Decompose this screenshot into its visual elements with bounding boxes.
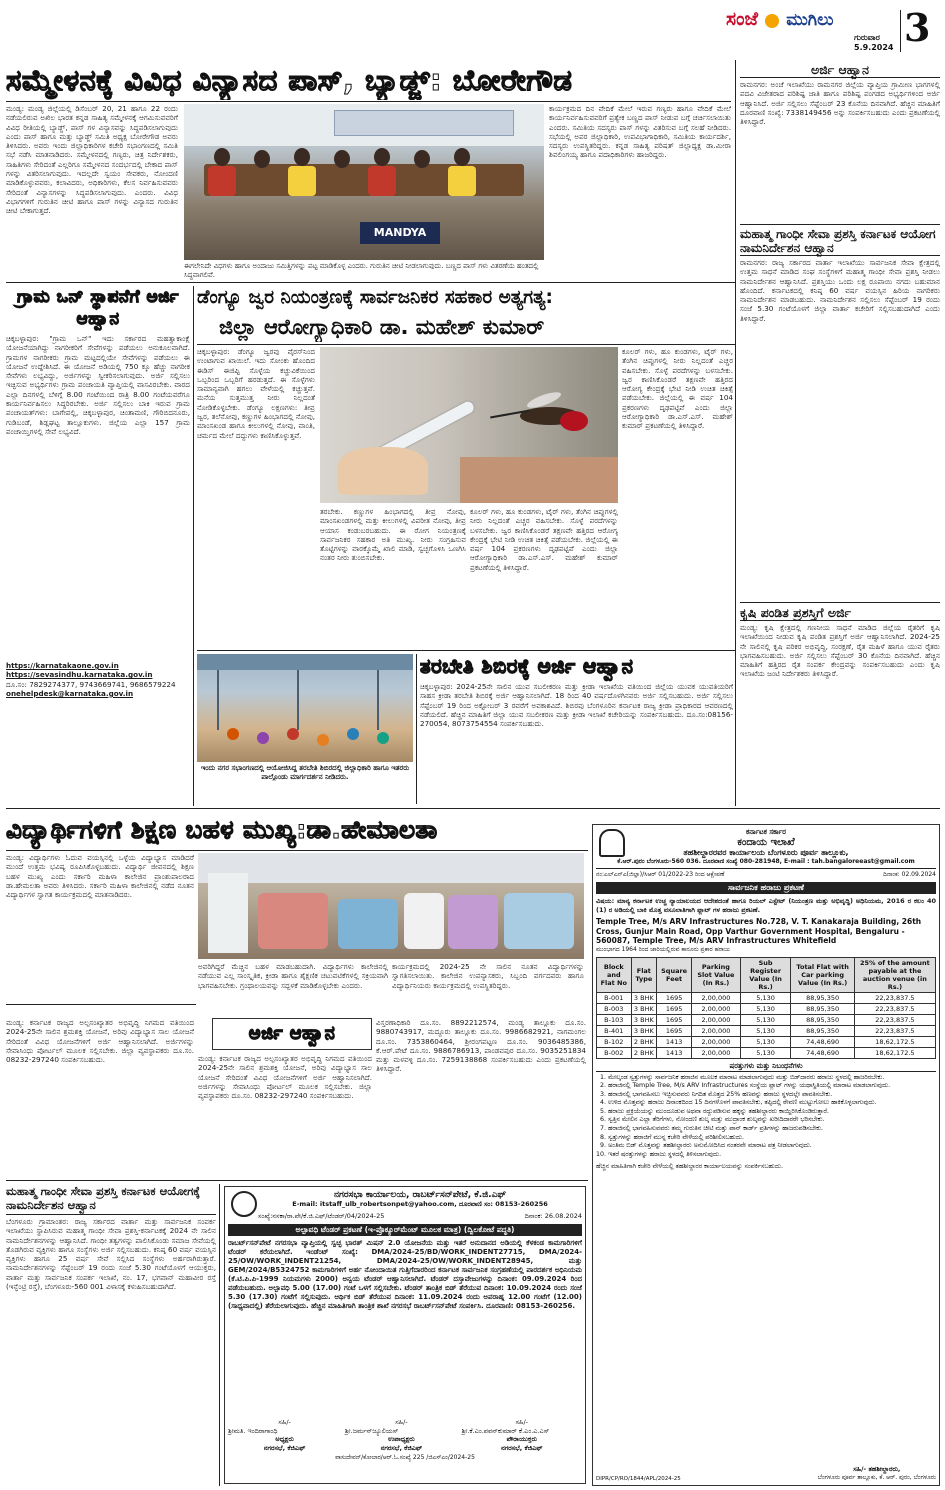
gandhi-award [6, 1184, 216, 1486]
table-cell: 88,95,350 [791, 1025, 854, 1036]
tender-sig3-title: ಪೌರಾಯುಕ್ತರು [506, 1435, 537, 1443]
revenue-emblem-icon [599, 829, 625, 857]
education-col3 [392, 962, 584, 1016]
right-bottom-title: ಕೃಷಿ ಪಂಡಿತ ಪ್ರಶಸ್ತಿಗೆ ಅರ್ಜಿ [740, 605, 940, 621]
grama-one-url2[interactable]: https://sevasindhu.karnataka.gov.in [6, 670, 153, 680]
arji-small-col1-text: ಮಂಡ್ಯ: ಕರ್ನಾಟಕ ರಾಜ್ಯದ ಅಲ್ಪಸಂಖ್ಯಾತರ ಅಭಿವೃದ್ಧಿ ನಿಗಮದ ವತಿಯಿಂದ 2024-25ನೇ ಸಾಲಿನ ಶ್ರಮಶಕ್ತಿ ಯೋಜನೆ, ಅರಿವು ವಿದ್ಯಾಭ್ಯಾಸ ಸಾಲ ಯೋಜನೆ ಸೇರಿದಂತೆ ವಿವಿಧ ಯೋಜನೆಗಳಿಗೆ ಅರ್ಜಿ ಆಹ್ವಾನಿಸಲಾಗಿದೆ. ಅರ್ಜಿಗಳನ್ನು ಸೇವಾಸಿಂಧು ಪೋರ್ಟಲ್ ಮೂಲಕ ಸಲ್ಲಿಸಬೇಕು. ಜಿಲ್ಲಾ ವ್ಯವಸ್ಥಾಪಕರು ದೂ.ಸಂ. 08232-297240 ಸಂಪರ್ಕಿಸಬಹುದು. [6, 1018, 194, 1065]
dengue-col3 [470, 507, 618, 647]
table-row [597, 1047, 936, 1058]
revenue-ref-date: ದಿನಾಂಕ: 02.09.2024 [883, 871, 936, 878]
arji-small-title-box [212, 1018, 372, 1050]
auction-col-header: Sub Register Value (In Rs.) [740, 957, 791, 992]
education-col3-text: ಕಾರ್ಯಕ್ರಮದಲ್ಲಿ 2024-25 ನೇ ಸಾಲಿನ ನೂತನ ವಿದ್ಯಾರ್ಥಿಗಳನ್ನು ಸ್ವಾಗತಿಸಲಾಯಿತು. ಕಾಲೇಜಿನ ಉಪನ್ಯಾಸಕರು, ಸಿಬ್ಬಂದಿ ವರ್ಗದವರು ಹಾಗೂ ವಿದ್ಯಾರ್ಥಿನಿಯರು ಕಾರ್ಯಕ್ರಮದಲ್ಲಿ ಉಪಸ್ಥಿತರಿದ್ದರು. [392, 962, 584, 990]
dengue-col1-text: ಚಿಕ್ಕಬಳ್ಳಾಪುರ: ಡೆಂಗ್ಯೂ ಜ್ವರವು ವೈರಸ್‌ನಿಂದ ಉಂಟಾಗುವ ಖಾಯಿಲೆ. ಇದು ಸೋಂಕು ಹೊಂದಿದ ಈಡಿಸ್ ಈಜಿಪ್ಟಿ ಸೊಳ್ಳೆಯ ಕಚ್ಚುವಿಕೆಯಿಂದ ಒಬ್ಬರಿಂದ ಒಬ್ಬರಿಗೆ ಹರಡುತ್ತದೆ. ಈ ಸೊಳ್ಳೆಗಳು ಸಾಮಾನ್ಯವಾಗಿ ಹಗಲು ವೇಳೆಯಲ್ಲಿ ಕಚ್ಚುತ್ತವೆ. ಮನೆಯ ಸುತ್ತಮುತ್ತ ನೀರು ನಿಲ್ಲದಂತೆ ನೋಡಿಕೊಳ್ಳಬೇಕು. ಡೆಂಗ್ಯೂ ಲಕ್ಷಣಗಳು: ತೀವ್ರ ಜ್ವರ, ತಲೆನೋವು, ಕಣ್ಣುಗಳ ಹಿಂಭಾಗದಲ್ಲಿ ನೋವು, ಮಾಂಸಖಂಡ ಹಾಗೂ ಕೀಲುಗಳಲ್ಲಿ ನೋವು, ವಾಂತಿ, ಚರ್ಮದ ಮೇಲೆ ದದ್ದುಗಳು ಕಾಣಿಸಿಕೊಳ್ಳುತ್ತವೆ. [197, 347, 315, 440]
masthead [722, 6, 940, 56]
table-cell: 2 BHK [631, 1036, 657, 1047]
table-cell: 22,23,837.5 [854, 1025, 935, 1036]
auction-col-header: Flat Type [631, 957, 657, 992]
revenue-dept: ಕಂದಾಯ ಇಲಾಖೆ [737, 837, 795, 848]
lead-photo-caption-text: ಈಗಲೇನಿದೇ ವಿಧಗಳು ಹಾಗೂ ಅಂದಾಜು ಸಮಿತ್ತಿಗಳನ್ನು ಪಟ್ಟ ಮಾಡಿಕೊಳ್ಳ ಎಂದರು. ಗುರುತಿನ ಚೀಟಿ ನೀಡಲಾಗುವುದು. ಬಣ್ಣದ ಪಾಸ್ ಗಳು ವಿತರಣೆಯ ಹಂತದಲ್ಲಿ ಸಿದ್ಧವಾಗಲಿವೆ. [184, 262, 539, 279]
table-cell: 1695 [657, 1014, 692, 1025]
lead-col1-text: ಮಂಡ್ಯ: ಮಂಡ್ಯ ಜಿಲ್ಲೆಯಲ್ಲಿ ಡಿಸೆಂಬರ್ 20, 21 ಹಾಗೂ 22 ರಂದು ನಡೆಯಲಿರುವ ಅಖಿಲ ಭಾರತ ಕನ್ನಡ ಸಾಹಿತ್ಯ ಸಮ್ಮೇಳನಕ್ಕೆ ಆಗಮಿಸುವವರಿಗೆ ವಿವಿಧ ರೀತಿಯಲ್ಲಿ ಬ್ಯಾಡ್ಜ್, ಪಾಸ್ ಗಳ ವಿನ್ಯಾಸವನ್ನು ಸಿದ್ಧಪಡಿಸಲಾಗುವುದು ಎಂದು ಪಾಸ್ ಹಾಗೂ ಮತ್ತು ಬ್ಯಾಡ್ಜ್ ಸಮಿತಿ ಅಧ್ಯಕ್ಷ ಬೋರೇಗೌಡ ಅವರು ತಿಳಿಸಿದರು. ಅವರು ಇಂದು ಜಿಲ್ಲಾಧಿಕಾರಿಗಳ ಕಚೇರಿ ಸಭಾಂಗಣದಲ್ಲಿ ಸಮಿತಿ ಸಭೆ ನಡೆಸಿ ಮಾತನಾಡಿದರು. ಸಮ್ಮೇಳನದಲ್ಲಿ ಗಣ್ಯರು, ಚಿತ್ರ ನಿರ್ದೇಶಕರು, ಸಾಹಿತಿಗಳು ಸೇರಿದಂತೆ ಎಲ್ಲರಿಗೂ ಸಮ್ಮೇಳನದ ಸಂದರ್ಭದಲ್ಲಿ ಬೇಕಾದ ಪಾಸ್ ಗಳನ್ನು ವಿತರಿಸಲಾಗುವುದು. ಇದಲ್ಲದೇ ಸ್ವಯಂ ಸೇವಕರು, ನೋಂದಣಿ ಮಾಡಿಕೊಳ್ಳುವವರು, ಕಲಾವಿದರು, ಅಧಿಕಾರಿಗಳು, ಕೆಲಸ ನಿರ್ವಹಿಸುವವರು ಸೇರಿದಂತೆ ವಿನ್ಯಾಸಗಳನ್ನು ಸಿದ್ಧಪಡಿಸಲಾಗುವುದು. ಎಂದರು. ವಿವಿಧ ವಿಭಾಗಗಳಿಗೆ ಗುರುತಿನ ಚೀಟಿ ಹಾಗೂ ಪಾಸ್ ಗಳನ್ನು ವಿನ್ಯಾಸದ ಗುರುತಿನ ಚೀಟಿ ಬೇಕಾಗುತ್ತದೆ. [6, 104, 178, 216]
revenue-term-item: 3. ಹರಾಜಿನಲ್ಲಿ ಭಾಗವಹಿಸಲು ಇಚ್ಛಿಸುವವರು ನಿಗದಿತ ಮೊತ್ತದ 25% ಹಣವನ್ನು ಹರಾಜು ಸ್ಥಳದಲ್ಲೇ ಪಾವತಿಸಬೇಕು. [608, 1091, 936, 1100]
tender-sig3-name: ಶ್ರೀ.ಕೆ.ಎಂ.ಪವನ್‌ಕುಮಾರ್ ಕೆ.ಎಂ.ಎ.ಎಸ್ [461, 1426, 550, 1435]
revenue-note: ಹೆಚ್ಚಿನ ಮಾಹಿತಿಗಾಗಿ ಕಚೇರಿ ವೇಳೆಯಲ್ಲಿ ತಹಶೀಲ್ದಾರರ ಕಾರ್ಯಾಲಯವನ್ನು ಸಂಪರ್ಕಿಸಬಹುದು. [596, 1163, 783, 1171]
revenue-term-item: 10. ಇತರೆ ಷರತ್ತುಗಳನ್ನು ಹರಾಜು ಸ್ಥಳದಲ್ಲಿ ತಿಳಿಸಲಾಗುವುದು. [608, 1151, 936, 1160]
grama-one-phones: ದೂ.ಸಂ: 7829274377, 9743669741, 9686579224 [6, 679, 176, 689]
dengue-col2 [320, 507, 466, 647]
training-body: ಚಿಕ್ಕಬಳ್ಳಾಪುರ: 2024-25ನೇ ಸಾಲಿನ ಯುವ ಸಬಲೀಕರಣ ಮತ್ತು ಕ್ರೀಡಾ ಇಲಾಖೆಯ ವತಿಯಿಂದ ಜಿಲ್ಲೆಯ ಯುವಕ ಯುವತಿಯರಿಗೆ ಸಾಹಸ ಕ್ರೀಡಾ ತರಬೇತಿ ಶಿಬಿರಕ್ಕೆ ಅರ್ಜಿ ಆಹ್ವಾನಿಸಲಾಗಿದೆ. 18 ರಿಂದ 40 ವರ್ಷದೊಳಗಿನವರು ಅರ್ಜಿ ಸಲ್ಲಿಸಬಹುದು. ಅರ್ಜಿ ಸಲ್ಲಿಸಲು ಸೆಪ್ಟೆಂಬರ್ 19 ರಿಂದ ಅಕ್ಟೋಬರ್ 3 ರವರೆಗೆ ಅವಕಾಶವಿದೆ. ಶಿಬಿರವು ಬೆಂಗಳೂರಿನ ಕರ್ನಾಟಕ ರಾಜ್ಯ ಕ್ರೀಡಾ ಪ್ರಾಧಿಕಾರದ ಆವರಣದಲ್ಲಿ ನಡೆಯಲಿದೆ. ಹೆಚ್ಚಿನ ಮಾಹಿತಿಗೆ ಜಿಲ್ಲಾ ಯುವ ಸಬಲೀಕರಣ ಮತ್ತು ಕ್ರೀಡಾ ಇಲಾಖೆ ಕಚೇರಿಯನ್ನು ಸಂಪರ್ಕಿಸಬಹುದು. ದೂ.ಸಂ:08156-270054, 8073754554 ಸಂಪರ್ಕಿಸಬಹುದು. [420, 682, 733, 729]
revenue-intro: ವಿಷಯ: ಮಾನ್ಯ ಕರ್ನಾಟಕ ಉಚ್ಚ ನ್ಯಾಯಾಲಯದ ಆದೇಶದಂತೆ ಹಾಗೂ ರಿಯಲ್ ಎಸ್ಟೇಟ್ (ನಿಯಂತ್ರಣ ಮತ್ತು ಅಭಿವೃದ್ಧಿ) ಅಧಿನಿಯಮ, 2016 ರ ಕಲಂ 40 (1) ರ ಅಡಿಯಲ್ಲಿ ಬಾಕಿ ಮೊತ್ತ ವಸೂಲಾತಿಗಾಗಿ ಫ್ಲಾಟ್ ಗಳ ಹರಾಜು ಪ್ರಕಟಣೆ. [596, 897, 936, 914]
brand-right: ಮುಗಿಲು [786, 10, 834, 30]
education-photo [198, 853, 584, 959]
table-cell: 5,130 [740, 1025, 791, 1036]
table-cell: 5,130 [740, 992, 791, 1003]
table-cell: 2,00,000 [692, 1003, 741, 1014]
tender-logo-icon [231, 1191, 257, 1217]
table-cell: 2 BHK [631, 1047, 657, 1058]
table-cell: 2,00,000 [692, 1036, 741, 1047]
tender-sig2-name: ಶ್ರೀ.ಜರ್ಮನ್‌ಜ್ಯೂಲಿಯಸ್ [344, 1426, 399, 1435]
revenue-ref: ನಂ:ಎಲ್ಎನ್ಎ(ಜಿಲ್ಲಾ)/ಸಿಆರ್ 01/2022-23 ರಿಂದ ಆಕ್ಷೇಪಣೆ [596, 871, 725, 878]
lead-headline [6, 60, 731, 100]
revenue-term-item: 4. ಉಳಿದ ಮೊತ್ತವನ್ನು ಹರಾಜು ದಿನಾಂಕದಿಂದ 15 ದಿನಗಳೊಳಗೆ ಪಾವತಿಸಬೇಕು, ತಪ್ಪಿದಲ್ಲಿ ಠೇವಣಿ ಮುಟ್ಟುಗೋಲು ಹಾಕಿಕೊಳ್ಳಲಾಗುವುದು. [608, 1099, 936, 1108]
table-row [597, 1003, 936, 1014]
lead-col2-text: ಕಾರ್ಯಕ್ರಮದ ದಿನ ವೇದಿಕೆ ಮೇಲೆ ಇರುವ ಗಣ್ಯರು ಹಾಗೂ ವೇದಿಕೆ ಮೇಲೆ ಕಾರ್ಯನಿರ್ವಹಿಸುವವರಿಗೆ ಪ್ರತ್ಯೇಕ ಬಣ್ಣದ ಪಾಸ್ ನೀಡುವ ಬಗ್ಗೆ ಚರ್ಚಿಸಲಾಯಿತು ಎಂದರು. ಸಮಿತಿಯ ಸದಸ್ಯರು ಪಾಸ್ ಗಳನ್ನು ವಿತರಿಸುವ ಬಗ್ಗೆ ಸಲಹೆ ನೀಡಿದರು. ಸಭೆಯಲ್ಲಿ ಅಪರ ಜಿಲ್ಲಾಧಿಕಾರಿ, ಉಪವಿಭಾಗಾಧಿಕಾರಿ, ಸಮಿತಿಯ ಕಾರ್ಯದರ್ಶಿ, ಸದಸ್ಯರು ಉಪಸ್ಥಿತರಿದ್ದರು. ಕನ್ನಡ ಸಾಹಿತ್ಯ ಪರಿಷತ್ ಜಿಲ್ಲಾಧ್ಯಕ್ಷ ಡಾ.ಮೀರಾ ಶಿವಲಿಂಗಯ್ಯ ಹಾಗೂ ಪದಾಧಿಕಾರಿಗಳು ಹಾಜರಿದ್ದರು. [549, 104, 731, 160]
dengue-photo [320, 347, 618, 503]
right-mid [740, 227, 940, 599]
training-photo [197, 654, 413, 762]
auction-col-header: Square Feet [657, 957, 692, 992]
revenue-sign-office: ಬೆಂಗಳೂರು ಪೂರ್ವ ತಾಲ್ಲೂಕು, ಕೆ. ಆರ್. ಪುರಂ, ಬೆಂಗಳೂರು [817, 1474, 936, 1481]
tender-sig3-place: ನಗರಸಭೆ, ಕೆಜಿಎಫ್ [501, 1443, 543, 1452]
dengue-col3-text: ಕೂಲರ್ ಗಳು, ಹೂ ಕುಂಡಗಳು, ಟೈರ್ ಗಳು, ತೆಂಗಿನ ಚಿಪ್ಪುಗಳಲ್ಲಿ ನೀರು ನಿಲ್ಲದಂತೆ ಎಚ್ಚರ ವಹಿಸಬೇಕು. ಸೊಳ್ಳೆ ಪರದೆಗಳನ್ನು ಬಳಸಬೇಕು. ಜ್ವರ ಕಾಣಿಸಿಕೊಂಡರೆ ತಕ್ಷಣವೇ ಹತ್ತಿರದ ಆರೋಗ್ಯ ಕೇಂದ್ರಕ್ಕೆ ಭೇಟಿ ನೀಡಿ ಉಚಿತ ಚಿಕಿತ್ಸೆ ಪಡೆಯಬೇಕು. ಜಿಲ್ಲೆಯಲ್ಲಿ ಈ ವರ್ಷ 104 ಪ್ರಕರಣಗಳು ದೃಢಪಟ್ಟಿವೆ ಎಂದು ಜಿಲ್ಲಾ ಆರೋಗ್ಯಾಧಿಕಾರಿ ಡಾ.ಎಸ್.ಎಸ್. ಮಹೇಶ್ ಕುಮಾರ್ ಪ್ರಕಟಣೆಯಲ್ಲಿ ತಿಳಿಸಿದ್ದಾರೆ. [470, 507, 618, 572]
revenue-address: ಕೆ.ಆರ್.ಪುರಂ ಬೆಂಗಳೂರು-560 036. ದೂರವಾಣಿ ಸಂಖ್ಯೆ 080-281948, E-mail : tah.bangaloreeast@gmail.com [596, 858, 936, 869]
table-cell: 74,48,690 [791, 1036, 854, 1047]
table-row [597, 1036, 936, 1047]
tender-office: ನಗರಸಭಾ ಕಾರ್ಯಾಲಯ, ರಾಬರ್ಟ್‌ಸನ್‌ಪೇಟೆ, ಕೆ.ಜಿ.ಎಫ್ [333, 1190, 507, 1200]
tender-date: ದಿನಾಂಕ: 26.08.2024 [524, 1212, 582, 1220]
table-cell: 3 BHK [631, 1014, 657, 1025]
table-cell: 5,130 [740, 1003, 791, 1014]
table-cell: B-103 [597, 1014, 632, 1025]
training [420, 652, 733, 804]
table-cell: B-001 [597, 992, 632, 1003]
table-cell: B-002 [597, 1047, 632, 1058]
right-top-title: ಅರ್ಜಿ ಆಹ್ವಾನ [740, 62, 940, 78]
table-cell: 3 BHK [631, 992, 657, 1003]
auction-col-header: Total Flat with Car parking Value (In Rs.) [791, 957, 854, 992]
table-cell: 5,130 [740, 1047, 791, 1058]
lead-photo [184, 104, 544, 260]
tender-sig2 [345, 1418, 458, 1452]
table-cell: 1695 [657, 1025, 692, 1036]
revenue-ad [592, 824, 940, 1486]
right-bottom-body: ಮಂಡ್ಯ: ಕೃಷಿ ಕ್ಷೇತ್ರದಲ್ಲಿ ಗಣನೀಯ ಸಾಧನೆ ಮಾಡಿದ ಜಿಲ್ಲೆಯ ರೈತರಿಗೆ ಕೃಷಿ ಇಲಾಖೆಯಿಂದ ನೀಡುವ ಕೃಷಿ ಪಂಡಿತ ಪ್ರಶಸ್ತಿಗೆ ಅರ್ಜಿ ಆಹ್ವಾನಿಸಲಾಗಿದೆ. 2024-25 ನೇ ಸಾಲಿನಲ್ಲಿ ಕೃಷಿ ಪರಿಕರ ಅಭಿವೃದ್ಧಿ, ಸಂರಕ್ಷಣೆ, ರೈತ ಮಹಿಳೆ ಹಾಗೂ ಯುವ ರೈತರು ಭಾಗವಹಿಸಬಹುದು. ಅರ್ಜಿ ಸಲ್ಲಿಸಲು ಸೆಪ್ಟೆಂಬರ್ 30 ಕೊನೆಯ ದಿನವಾಗಿದೆ. ಹೆಚ್ಚಿನ ಮಾಹಿತಿಗೆ ಹತ್ತಿರದ ರೈತ ಸಂಪರ್ಕ ಕೇಂದ್ರವನ್ನು ಸಂಪರ್ಕಿಸಬಹುದು ಎಂದು ಕೃಷಿ ಇಲಾಖೆಯ ಜಂಟಿ ನಿರ್ದೇಶಕರು ತಿಳಿಸಿದ್ದಾರೆ. [740, 623, 940, 679]
table-cell: 2,00,000 [692, 1025, 741, 1036]
table-cell: 5,130 [740, 1014, 791, 1025]
table-cell: 5,130 [740, 1036, 791, 1047]
mandya-sign [360, 222, 440, 244]
table-cell: 3 BHK [631, 1025, 657, 1036]
tender-email[interactable]: E-mail: itstaff_ulb_robertsonpet@yahoo.com, ದೂರವಾಣಿ ಸಂ: 08153-260256 [292, 1200, 548, 1208]
grama-one-email[interactable]: onehelpdesk@karnataka.gov.in [6, 688, 134, 698]
training-headline: ತರಬೇತಿ ಶಿಬಿರಕ್ಕೆ ಅರ್ಜಿ ಆಹ್ವಾನ [420, 654, 634, 678]
right-top [740, 62, 940, 222]
revenue-terms [596, 1074, 936, 1160]
auction-col-header: Parking Slot Value (In Rs.) [692, 957, 741, 992]
dengue-col2-text: ತರಬೇಕು. ಕಣ್ಣುಗಳ ಹಿಂಭಾಗದಲ್ಲಿ ತೀವ್ರ ನೋವು, ಮಾಂಸಖಂಡಗಳಲ್ಲಿ ಮತ್ತು ಕೀಲುಗಳಲ್ಲಿ ವಿಪರೀತ ನೋವು, ತೀವ್ರ ಆಯಾಸ ಕಂಡುಬರಬಹುದು. ಈ ರೋಗ ನಿಯಂತ್ರಣಕ್ಕೆ ಸಾರ್ವಜನಿಕರ ಸಹಕಾರ ಅತಿ ಮುಖ್ಯ. ನೀರು ಸಂಗ್ರಹಿಸುವ ತೊಟ್ಟಿಗಳನ್ನು ವಾರಕ್ಕೊಮ್ಮೆ ಖಾಲಿ ಮಾಡಿ, ಸ್ವಚ್ಛಗೊಳಿಸಿ ಒಣಗಿಸಿ ನಂತರ ನೀರು ತುಂಬಿಸಬೇಕು. [320, 507, 466, 563]
tender-sig1-title: ಅಧ್ಯಕ್ಷರು [275, 1435, 294, 1443]
tender-sig3 [462, 1418, 582, 1452]
table-cell: 1695 [657, 992, 692, 1003]
tender-sig1 [228, 1418, 341, 1452]
revenue-term-item: 5. ಹರಾಜು ಪ್ರಕ್ರಿಯೆಯನ್ನು ಮುಂದೂಡುವ ಅಥವಾ ರದ್ದುಪಡಿಸುವ ಹಕ್ಕನ್ನು ತಹಶೀಲ್ದಾರರು ಕಾಯ್ದಿರಿಸಿಕೊಂಡಿರುತ್ತಾರೆ. [608, 1108, 936, 1117]
revenue-govt: ಕರ್ನಾಟಕ ಸರ್ಕಾರ [746, 828, 786, 836]
mosquito-icon [490, 387, 600, 447]
tender-ad [224, 1186, 586, 1484]
education-headline [6, 812, 586, 850]
table-cell: 2,00,000 [692, 1047, 741, 1058]
gandhi-award-body: ಬೆಂಗಳೂರು ಗ್ರಾಮಾಂತರ: ರಾಜ್ಯ ಸರ್ಕಾರದ ವಾರ್ತಾ ಮತ್ತು ಸಾರ್ವಜನಿಕ ಸಂಪರ್ಕ ಇಲಾಖೆಯು ಸ್ಥಾಪಿಸಿರುವ ಮಹಾತ್ಮ ಗಾಂಧೀ ಸೇವಾ ಪ್ರಶಸ್ತಿ-ಕರ್ನಾಟಕಕ್ಕೆ 2024 ನೇ ಸಾಲಿನ ನಾಮನಿರ್ದೇಶನಗಳನ್ನು ಆಹ್ವಾನಿಸಿದೆ. ಗಾಂಧೀ ತತ್ವಗಳನ್ನು ಪಾಲಿಸಿಕೊಂಡು ಸಮಾಜ ಸೇವೆಯಲ್ಲಿ ತೊಡಗಿರುವ ವ್ಯಕ್ತಿಗಳು ಹಾಗೂ ಸಂಸ್ಥೆಗಳು ಅರ್ಜಿ ಸಲ್ಲಿಸಬಹುದು. ಕನಿಷ್ಠ 60 ವರ್ಷ ವಯಸ್ಸಿನ ವ್ಯಕ್ತಿಗಳು ಹಾಗೂ 25 ವರ್ಷ ಸೇವೆ ಸಲ್ಲಿಸಿದ ಸಂಸ್ಥೆಗಳು ಅರ್ಹರಾಗಿರುತ್ತಾರೆ. ನಾಮನಿರ್ದೇಶನಗಳನ್ನು ಸೆಪ್ಟೆಂಬರ್ 19 ರಂದು ಸಂಜೆ 5.30 ಗಂಟೆಯೊಳಗೆ ಆಯುಕ್ತರು, ವಾರ್ತಾ ಮತ್ತು ಸಾರ್ವಜನಿಕ ಸಂಪರ್ಕ ಇಲಾಖೆ, ನಂ. 17, ಭಗವಾನ್ ಮಹಾವೀರ ರಸ್ತೆ (ಇನ್ಫೆಂಟ್ರಿ ರಸ್ತೆ), ಬೆಂಗಳೂರು-560 001 ವಿಳಾಸಕ್ಕೆ ಕಳುಹಿಸಬಹುದಾಗಿದೆ. [6, 1217, 216, 1292]
auction-table-header [597, 957, 936, 992]
grama-one [6, 286, 190, 806]
tender-sig3-role: ಸಹಿ/- [515, 1418, 529, 1426]
education-col2 [198, 962, 388, 1016]
table-cell: 1413 [657, 1036, 692, 1047]
table-cell: B-003 [597, 1003, 632, 1014]
lead-col1 [6, 104, 178, 268]
revenue-term-item: 8. ಸ್ವತ್ತುಗಳನ್ನು ಹರಾಜಿಗೆ ಮುನ್ನ ಕಚೇರಿ ವೇಳೆಯಲ್ಲಿ ಪರಿಶೀಲಿಸಬಹುದು. [608, 1134, 936, 1143]
table-cell: 2,00,000 [692, 992, 741, 1003]
right-bottom [740, 605, 940, 803]
auction-table [596, 957, 936, 1059]
revenue-office: ತಹಶೀಲ್ದಾರರವರ ಕಾರ್ಯಾಲಯ ಬೆಂಗಳೂರು ಪೂರ್ವ ತಾಲ್ಲೂಕು, [683, 848, 849, 857]
sun-icon [765, 14, 779, 28]
arji-small-col2 [376, 1018, 586, 1178]
table-cell: 18,62,172.5 [854, 1047, 935, 1058]
tender-sig2-place: ನಗರಸಭೆ, ಕೆಜಿಎಫ್ [380, 1443, 423, 1452]
masthead-logo [726, 8, 896, 30]
table-row [597, 1025, 936, 1036]
revenue-term-item: 9. ಅಂತಿಮ ಬಿಡ್ ಮೊತ್ತವನ್ನು ತಹಶೀಲ್ದಾರರು ಅನುಮೋದಿಸಿದ ನಂತರವೇ ಮಾರಾಟ ಪತ್ರ ನೀಡಲಾಗುವುದು. [608, 1142, 936, 1151]
masthead-day: ಗುರುವಾರ [854, 33, 880, 42]
tender-footer: ವಾಸುದೇವನ್/ಕೋಲಾರ/ಆರ್.ಓ.ಸಂಖ್ಯೆ 225 /ಜಿಎಸ್‌ಎಂ/2024-25 [335, 1454, 475, 1461]
dengue-col4-text: ಕೂಲರ್ ಗಳು, ಹೂ ಕುಂಡಗಳು, ಟೈರ್ ಗಳು, ತೆಂಗಿನ ಚಿಪ್ಪುಗಳಲ್ಲಿ ನೀರು ನಿಲ್ಲದಂತೆ ಎಚ್ಚರ ವಹಿಸಬೇಕು. ಸೊಳ್ಳೆ ಪರದೆಗಳನ್ನು ಬಳಸಬೇಕು. ಜ್ವರ ಕಾಣಿಸಿಕೊಂಡರೆ ತಕ್ಷಣವೇ ಹತ್ತಿರದ ಆರೋಗ್ಯ ಕೇಂದ್ರಕ್ಕೆ ಭೇಟಿ ನೀಡಿ ಉಚಿತ ಚಿಕಿತ್ಸೆ ಪಡೆಯಬೇಕು. ಜಿಲ್ಲೆಯಲ್ಲಿ ಈ ವರ್ಷ 104 ಪ್ರಕರಣಗಳು ದೃಢಪಟ್ಟಿವೆ ಎಂದು ಜಿಲ್ಲಾ ಆರೋಗ್ಯಾಧಿಕಾರಿ ಡಾ.ಎಸ್.ಎಸ್. ಮಹೇಶ್ ಕುಮಾರ್ ಪ್ರಕಟಣೆಯಲ್ಲಿ ತಿಳಿಸಿದ್ದಾರೆ. [622, 347, 733, 431]
table-cell: B-102 [597, 1036, 632, 1047]
table-cell: 88,95,350 [791, 1003, 854, 1014]
arji-small-title: ಅರ್ಜಿ ಆಹ್ವಾನ [248, 1023, 336, 1044]
dengue-col4 [622, 347, 733, 647]
right-mid-body: ರಾಮನಗರ: ರಾಜ್ಯ ಸರ್ಕಾರದ ವಾರ್ತಾ ಇಲಾಖೆಯು ಸಾರ್ವಜನಿಕ ಸೇವಾ ಕ್ಷೇತ್ರದಲ್ಲಿ ಉತ್ತಮ ಸಾಧನೆ ಮಾಡಿದ ಸಂಘ ಸಂಸ್ಥೆಗಳಿಗೆ ಮಹಾತ್ಮ ಗಾಂಧೀ ಸೇವಾ ಪ್ರಶಸ್ತಿ ನೀಡಲು ನಾಮನಿರ್ದೇಶನ ಆಹ್ವಾನಿಸಿದೆ. ಪ್ರಶಸ್ತಿಯು ಒಂದು ಲಕ್ಷ ರೂಪಾಯಿ ನಗದು ಬಹುಮಾನ ಹೊಂದಿದೆ. ಕರ್ನಾಟಕದಲ್ಲಿ ಕನಿಷ್ಠ 60 ವರ್ಷ ವಯಸ್ಸಿನ ಹಿರಿಯ ನಾಗರಿಕರು ನಾಮನಿರ್ದೇಶನ ಮಾಡಬಹುದು. ನಾಮನಿರ್ದೇಶನ ಸಲ್ಲಿಸಲು ಸೆಪ್ಟೆಂಬರ್ 19 ರಂದು ಸಂಜೆ 5.30 ಗಂಟೆಯೊಳಗೆ ಜಿಲ್ಲಾ ವಾರ್ತಾ ಕಚೇರಿಗೆ ಸಲ್ಲಿಸಬಹುದಾಗಿದೆ ಎಂದು ತಿಳಿಸಿದ್ದಾರೆ. [740, 258, 940, 323]
auction-col-header: 25% of the amount payable at the auction venue (in Rs.) [854, 957, 935, 992]
table-cell: 1413 [657, 1047, 692, 1058]
tender-sig2-role: ಸಹಿ/- [395, 1418, 408, 1426]
right-top-body: ರಾಮನಗರ: ಅಂಚೆ ಇಲಾಖೆಯು ರಾಮನಗರ ಜಿಲ್ಲೆಯ ವ್ಯಾಪ್ತಿಯ ಗ್ರಾಮೀಣ ಭಾಗಗಳಲ್ಲಿ ಪದವಿ ವಿಜೇತರಾದ ಪರಿಶಿಷ್ಟ ಜಾತಿ ಹಾಗೂ ಪರಿಶಿಷ್ಟ ಪಂಗಡದ ಅಭ್ಯರ್ಥಿಗಳಿಂದ ಅರ್ಜಿ ಆಹ್ವಾನಿಸಿದೆ. ಅರ್ಜಿ ಸಲ್ಲಿಸಲು ಸೆಪ್ಟೆಂಬರ್ 23 ಕೊನೆಯ ದಿನವಾಗಿದೆ. ಹೆಚ್ಚಿನ ಮಾಹಿತಿಗೆ ದೂರವಾಣಿ ಸಂಖ್ಯೆ: 7338149456 ಅನ್ನು ಸಂಪರ್ಕಿಸಬಹುದು ಎಂದು ಪ್ರಕಟಣೆಯಲ್ಲಿ ತಿಳಿಸಿದ್ದಾರೆ. [740, 80, 940, 127]
revenue-term-item: 7. ಹರಾಜಿನಲ್ಲಿ ಭಾಗವಹಿಸುವವರು ತಮ್ಮ ಗುರುತಿನ ಚೀಟಿ ಮತ್ತು ಪಾನ್ ಕಾರ್ಡ್ ಪ್ರತಿಗಳನ್ನು ಹಾಜರುಪಡಿಸಬೇಕು. [608, 1125, 936, 1134]
tender-sig2-title: ಉಪಾಧ್ಯಕ್ಷರು [388, 1435, 415, 1443]
lead-headline-text: ಸಮ್ಮೇಳನಕ್ಕೆ ವಿವಿಧ ವಿನ್ಯಾಸದ ಪಾಸ್, ಬ್ಯಾಡ್ಜ್: ಬೋರೇಗೌಡ [6, 63, 573, 97]
table-cell: 18,62,172.5 [854, 1036, 935, 1047]
table-cell: 2,00,000 [692, 1014, 741, 1025]
tender-body: ರಾಬರ್ಟ್‌ಸನ್‌ಪೇಟೆ ನಗರಸಭಾ ವ್ಯಾಪ್ತಿಯಲ್ಲಿ ಸ್ವಚ್ಛ ಭಾರತ್ ಮಿಷನ್ 2.0 ಯೋಜನೆಯ ಮತ್ತು ಇತರೆ ಅನುದಾನದ ಅಡಿಯಲ್ಲಿ ಕೆಳಕಂಡ ಕಾಮಗಾರಿಗಳಿಗೆ ಟೆಂಡರ್ ಕರೆಯಲಾಗಿದೆ. ಇಂಡೆಂಟ್ ಸಂಖ್ಯೆ: DMA/2024-25/BD/WORK_INDENT27715, DMA/2024-25/OW/WORK_INDENT21254, DMA/2024-25/OW/WORK_INDENT28945, ಮತ್ತು GEM/2024/B5324752 ಕಾಮಗಾರಿಗಳಿಗೆ ಅರ್ಹ ನೋಂದಾಯಿತ ಗುತ್ತಿಗೆದಾರರಿಂದ ಕರ್ನಾಟಕ ಸಾರ್ವಜನಿಕ ಸಂಗ್ರಹಣೆಯಲ್ಲಿ ಪಾರದರ್ಶಕ ಅಧಿನಿಯಮ (ಕೆ.ಟಿ.ಪಿ.ಪಿ-1999 ನಿಯಮಗಳು 2000) ಅನ್ವಯ ಟೆಂಡರ್ ಆಹ್ವಾನಿಸಲಾಗಿದೆ. ಟೆಂಡರ್ ದಸ್ತಾವೇಜುಗಳನ್ನು ದಿನಾಂಕ: 09.09.2024 ರಿಂದ ಪಡೆಯಬಹುದು. ಅಲ್ಪಾವಧಿ 5.00 (17.00) ಗಂಟೆ ಒಳಗೆ ಸಲ್ಲಿಸಬೇಕು. ಟೆಂಡರ್ ತಾಂತ್ರಿಕ ಬಿಡ್ ತೆರೆಯುವ ದಿನಾಂಕ: 10.09.2024 ರಂದು ಸಂಜೆ 5.30 (17.30) ಗಂಟೆಗೆ ಸಲ್ಲಿಸುವುದು. ಆರ್ಥಿಕ ಬಿಡ್ ತೆರೆಯುವ ದಿನಾಂಕ: 11.09.2024 ರಂದು ಅಪರಾಹ್ನ 12.00 ಗಂಟೆಗೆ (12.00) (ಸಾಧ್ಯವಾದಲ್ಲಿ) ತೆರೆಯಲಾಗುವುದು. ಹೆಚ್ಚಿನ ಮಾಹಿತಿಗಾಗಿ ತಾಂತ್ರಿಕ ಶಾಖೆ ನಗರಸಭೆ ರಾಬರ್ಟ್‌ಸನ್‌ಪೇಟೆ ಸಂಪರ್ಕಿಸಿ. ದೂರವಾಣಿ: 08153-260256. [228, 1239, 582, 1310]
table-cell: 22,23,837.5 [854, 1014, 935, 1025]
revenue-term-item: 1. ಮೇಲ್ಕಂಡ ಸ್ವತ್ತುಗಳನ್ನು ಸಾರ್ವಜನಿಕ ಹರಾಜಿನ ಮೂಲಕ ಮಾರಾಟ ಮಾಡಲಾಗುವುದು ಮತ್ತು ಬಿಡ್‌ದಾರರು ಹರಾಜು ಸ್ಥಳದಲ್ಲಿ ಹಾಜರಿರಬೇಕು. [608, 1074, 936, 1083]
mandya-sign-text: MANDYA [373, 226, 427, 239]
training-photo-caption [197, 764, 413, 804]
dengue-col1 [197, 347, 315, 647]
tender-sig1-place: ನಗರಸಭೆ, ಕೆಜಿಎಫ್ [263, 1443, 306, 1452]
education-headline-text: ವಿದ್ಯಾರ್ಥಿಗಳಿಗೆ ಶಿಕ್ಷಣ ಬಹಳ ಮುಖ್ಯ:ಡಾ.ಹೇಮಾಲತಾ [6, 815, 438, 844]
masthead-date: 5.9.2024 [854, 43, 894, 52]
lead-col2 [549, 104, 731, 272]
table-cell: 22,23,837.5 [854, 992, 935, 1003]
dengue-headline [197, 284, 733, 342]
gandhi-award-title: ಮಹಾತ್ಮ ಗಾಂಧೀ ಸೇವಾ ಪ್ರಶಸ್ತಿ ಕರ್ನಾಟಕ ಆಯೋಗಕ್ಕೆ ನಾಮನಿರ್ದೇಶನ ಆಹ್ವಾನ [6, 1184, 216, 1215]
tender-ref: ಸಂಖ್ಯೆ:ನಸಕಾ/ರಾ.ಪೇ/ಕೆ.ಜಿ.ಎಫ್/ಟೆಂಡರ್/04/2024-25 [258, 1212, 385, 1220]
education-col1-text: ಮಂಡ್ಯ: ವಿದ್ಯಾರ್ಥಿಗಳು ಓದುವ ವಯಸ್ಸಿನಲ್ಲಿ ಒಳ್ಳೆಯ ವಿದ್ಯಾಭ್ಯಾಸ ಮಾಡಿದರೆ ಮುಂದೆ ಉತ್ತಮ ಭವಿಷ್ಯ ರೂಪಿಸಿಕೊಳ್ಳಬಹುದು. ವಿದ್ಯಾರ್ಥಿ ಜೀವನದಲ್ಲಿ ಶಿಕ್ಷಣ ಬಹಳ ಮುಖ್ಯ ಎಂದು ಸರ್ಕಾರಿ ಮಹಿಳಾ ಕಾಲೇಜಿನ ಪ್ರಾಂಶುಪಾಲರಾದ ಡಾ.ಹೇಮಲತಾ ಅವರು ತಿಳಿಸಿದರು. ಸರ್ಕಾರಿ ಮಹಿಳಾ ಕಾಲೇಜಿನಲ್ಲಿ ನಡೆದ ನೂತನ ವಿದ್ಯಾರ್ಥಿಗಳ ಸ್ವಾಗತ ಕಾರ್ಯಕ್ರಮದಲ್ಲಿ ಮಾತನಾಡಿದರು. [6, 853, 194, 900]
arji-small-col1 [6, 1018, 194, 1178]
revenue-heading: ಸಾರ್ವಜನಿಕ ಹರಾಜು ಪ್ರಕಟಣೆ [596, 882, 936, 894]
arji-small-col1b-text: ಮಂಡ್ಯ: ಕರ್ನಾಟಕ ರಾಜ್ಯದ ಅಲ್ಪಸಂಖ್ಯಾತರ ಅಭಿವೃದ್ಧಿ ನಿಗಮದ ವತಿಯಿಂದ 2024-25ನೇ ಸಾಲಿನ ಶ್ರಮಶಕ್ತಿ ಯೋಜನೆ, ಅರಿವು ವಿದ್ಯಾಭ್ಯಾಸ ಸಾಲ ಯೋಜನೆ ಸೇರಿದಂತೆ ವಿವಿಧ ಯೋಜನೆಗಳಿಗೆ ಅರ್ಜಿ ಆಹ್ವಾನಿಸಲಾಗಿದೆ. ಅರ್ಜಿಗಳನ್ನು ಸೇವಾಸಿಂಧು ಪೋರ್ಟಲ್ ಮೂಲಕ ಸಲ್ಲಿಸಬೇಕು. ಜಿಲ್ಲಾ ವ್ಯವಸ್ಥಾಪಕರು ದೂ.ಸಂ. 08232-297240 ಸಂಪರ್ಕಿಸಬಹುದು. [198, 1054, 372, 1101]
training-photo-caption-text: ಇಂದು ನಗರ ಸಭಾಂಗಣದಲ್ಲಿ ಆಯೋಜಿಸಿದ್ದ ತರಬೇತಿ ಶಿಬಿರದಲ್ಲಿ ಜಿಲ್ಲಾಧಿಕಾರಿ ಹಾಗೂ ಇತರರು ಪಾಲ್ಗೊಂಡು ಮಾರ್ಗದರ್ಶನ ನೀಡಿದರು. [200, 764, 410, 781]
table-cell: 1695 [657, 1003, 692, 1014]
right-mid-title: ಮಹಾತ್ಮ ಗಾಂಧೀ ಸೇವಾ ಪ್ರಶಸ್ತಿ ಕರ್ನಾಟಕ ಆಯೋಗ ನಾಮನಿರ್ದೇಶನ ಆಹ್ವಾನ [740, 227, 940, 256]
table-cell: 74,48,690 [791, 1047, 854, 1058]
auction-col-header: Block and Flat No [597, 957, 632, 992]
dengue-headline-line1: ಡೆಂಗ್ಯೂ ಜ್ವರ ನಿಯಂತ್ರಣಕ್ಕೆ ಸಾರ್ವಜನಿಕರ ಸಹಕಾರ ಅತ್ಯಗತ್ಯ: [197, 287, 553, 308]
revenue-party: Temple Tree, M/s ARV Infrastructures No.728, V. T. Kanakaraja Building, 26th Cross, Gunjur Main Road, Opp Varthur Government Hospital, Bengaluru - 560087, Temple Tree, M/s ARV Infrastructures Whitefield [596, 917, 922, 945]
table-cell: 88,95,350 [791, 992, 854, 1003]
grama-one-title: ಗ್ರಾಮ ಒನ್ ಸ್ಥಾಪನೆಗೆ ಅರ್ಜಿ ಆಹ್ವಾನ [17, 287, 179, 329]
lead-photo-caption [184, 262, 544, 280]
table-cell: 22,23,837.5 [854, 1003, 935, 1014]
arji-small-col1b [198, 1054, 372, 1178]
revenue-dip-code: DIPR/CP/RO/1844/APL/2024-25 [596, 1476, 681, 1482]
grama-one-url1[interactable]: https://karnatakaone.gov.in [6, 661, 119, 670]
revenue-term-item: 6. ಸ್ವತ್ತಿನ ಮೇಲಿನ ಎಲ್ಲಾ ತೆರಿಗೆಗಳು, ನೋಂದಣಿ ಶುಲ್ಕ ಮತ್ತು ಮುದ್ರಾಂಕ ಶುಲ್ಕವನ್ನು ಖರೀದಿದಾರರೇ ಭರಿಸಬೇಕು. [608, 1116, 936, 1125]
tender-sig1-role: ಸಹಿ/- [278, 1418, 291, 1426]
education-col2-text: ಅವರಿಗಿದ್ದರೆ ಮೆಚ್ಚಿನ ಬಹಳ ಮಾಡಬಹುದಾಗಿ. ವಿದ್ಯಾರ್ಥಿಗಳು ಕಾಲೇಜಿನಲ್ಲಿ ನಡೆಯುವ ಎಲ್ಲ ಸಾಂಸ್ಕೃತಿಕ, ಕ್ರೀಡಾ ಹಾಗೂ ಶೈಕ್ಷಣಿಕ ಚಟುವಟಿಕೆಗಳಲ್ಲಿ ಸಕ್ರಿಯವಾಗಿ ಭಾಗವಹಿಸಬೇಕು. ಗ್ರಂಥಾಲಯವನ್ನು ಸದ್ಬಳಕೆ ಮಾಡಿಕೊಳ್ಳಬೇಕು ಎಂದರು. [198, 962, 388, 990]
table-cell: B-401 [597, 1025, 632, 1036]
revenue-term-item: 2. ಹರಾಜಿನಲ್ಲಿ Temple Tree, M/s ARV Infrastructures ಸಂಸ್ಥೆಯ ಫ್ಲಾಟ್ ಗಳನ್ನು ಯಥಾಸ್ಥಿತಿಯಲ್ಲಿ ಮಾರಾಟ ಮಾಡಲಾಗುವುದು. [608, 1082, 936, 1091]
arji-small-col2-text: ವಿಸ್ತರಣಾಧಿಕಾರಿ ದೂ.ಸಂ. 8892212574, ಮಂಡ್ಯ ತಾಲ್ಲೂಕು ದೂ.ಸಂ. 9880743917, ಮದ್ದೂರು ತಾಲ್ಲೂಕು ದೂ.ಸಂ. 9986682921, ನಾಗಮಂಗಲ ದೂ.ಸಂ. 7353860464, ಶ್ರೀರಂಗಪಟ್ಟಣ ದೂ.ಸಂ. 9036485386, ಕೆ.ಆರ್.ಪೇಟೆ ದೂ.ಸಂ. 9886786913, ಪಾಂಡವಪುರ ದೂ.ಸಂ. 9035251834 ಮತ್ತು ಮಳವಳ್ಳಿ ದೂ.ಸಂ. 7259138868 ಸಂಪರ್ಕಿಸಬಹುದು ಎಂದು ಪ್ರಕಟಣೆಯಲ್ಲಿ ತಿಳಿಸಿದ್ದಾರೆ. [376, 1018, 586, 1074]
table-cell: 3 BHK [631, 1003, 657, 1014]
dengue-headline-line2: ಜಿಲ್ಲಾ ಆರೋಗ್ಯಾಧಿಕಾರಿ ಡಾ. ಮಹೇಶ್ ಕುಮಾರ್ [219, 315, 545, 339]
grama-one-body: ಚಿಕ್ಕಬಳ್ಳಾಪುರ: "ಗ್ರಾಮ ಒನ್" ಇದು ಸರ್ಕಾರದ ಮಹತ್ವಾಕಾಂಕ್ಷೆ ಯೋಜನೆಯಾಗಿದ್ದು ನಾಗರೀಕರಿಗೆ ಸೇವೆಗಳನ್ನು ಪಡೆಯಲು ಅನುಕೂಲವಾಗಿದೆ. ಗ್ರಾಮಗಳ ನಾಗರೀಕರು ಗ್ರಾಮ ಮಟ್ಟದಲ್ಲಿಯೇ ಸೇವೆಗಳನ್ನು ಪಡೆಯಲು ಈ ಯೋಜನೆ ಉದ್ದೇಶಿಸಿದೆ. ಈ ಯೋಜನೆ ಅಡಿಯಲ್ಲಿ 750 ಕ್ಕೂ ಹೆಚ್ಚು ನಾಗರೀಕ ಸೇವೆಗಳು ಲಭ್ಯವಿದ್ದು, ಅರ್ಜಿಗಳನ್ನು ಸ್ವೀಕರಿಸಲಾಗುವುದು. ಅರ್ಜಿ ಸಲ್ಲಿಸಲು ಇಚ್ಛಿಸುವ ಅಭ್ಯರ್ಥಿಗಳು ಗ್ರಾಮ ಪಂಚಾಯತಿ ವ್ಯಾಪ್ತಿಯಲ್ಲಿ ವಾಸವಿರಬೇಕು. ವಾರದ ಎಲ್ಲಾ ದಿನಗಳಲ್ಲಿ ಬೆಳಿಗ್ಗೆ 8.00 ಗಂಟೆಯಿಂದ ರಾತ್ರಿ 8.00 ಗಂಟೆಯವರೆಗೂ ಕಾರ್ಯನಿರ್ವಹಿಸಲು ಸಿದ್ಧರಿರಬೇಕು. ಅರ್ಜಿ ಸಲ್ಲಿಸಲು ಬಾಕಿ ಇರುವ ಗ್ರಾಮ ಪಂಚಾಯತ್‌ಗಳು: ಬಾಗೇಪಲ್ಲಿ, ಚಿಕ್ಕಬಳ್ಳಾಪುರ, ಚಿಂತಾಮಣಿ, ಗೌರಿಬಿದನೂರು, ಗುಡಿಬಂಡೆ, ಶಿಡ್ಲಘಟ್ಟ ತಾಲ್ಲೂಕುಗಳು. ಜಿಲ್ಲೆಯ ಎಲ್ಲಾ 157 ಗ್ರಾಮ ಪಂಚಾಯ್ತಿಗಳಲ್ಲಿ ಸೇವೆ ಲಭ್ಯವಿದೆ. [6, 334, 190, 436]
table-row [597, 1014, 936, 1025]
revenue-party-suffix: ಮುಂಭಾಗದ 1964 ರಿಂದ ಜಾರಿಯಲ್ಲಿರುವ ಕಾನೂನು ಪ್ರಕಾರ ಹರಾಜು [596, 945, 730, 953]
table-cell: 88,95,350 [791, 1014, 854, 1025]
page-number: 3 [904, 6, 931, 50]
table-row [597, 992, 936, 1003]
tender-heading: ಅಲ್ಪಾವಧಿ ಟೆಂಡರ್ ಪ್ರಕಟಣೆ (ಇ-ಪ್ರೊಕ್ಯೂರ್‌ಮೆಂಟ್ ಮೂಲಕ ಮಾತ್ರ) (ದ್ವಿಲಕೋಟೆ ಪದ್ಧತಿ) [228, 1224, 582, 1236]
education-col1 [6, 853, 194, 1001]
revenue-signature: ಸಹಿ/- ತಹಶೀಲ್ದಾರರು, [853, 1465, 901, 1473]
tender-sig1-name: ಶ್ರೀಮತಿ. ಇಂದಿರಾಗಾಂಧಿ [228, 1426, 278, 1435]
revenue-terms-heading: ಷರತ್ತುಗಳು ಮತ್ತು ನಿಬಂಧನೆಗಳು [596, 1062, 936, 1072]
brand-left: ಸಂಜೆ [726, 8, 759, 30]
